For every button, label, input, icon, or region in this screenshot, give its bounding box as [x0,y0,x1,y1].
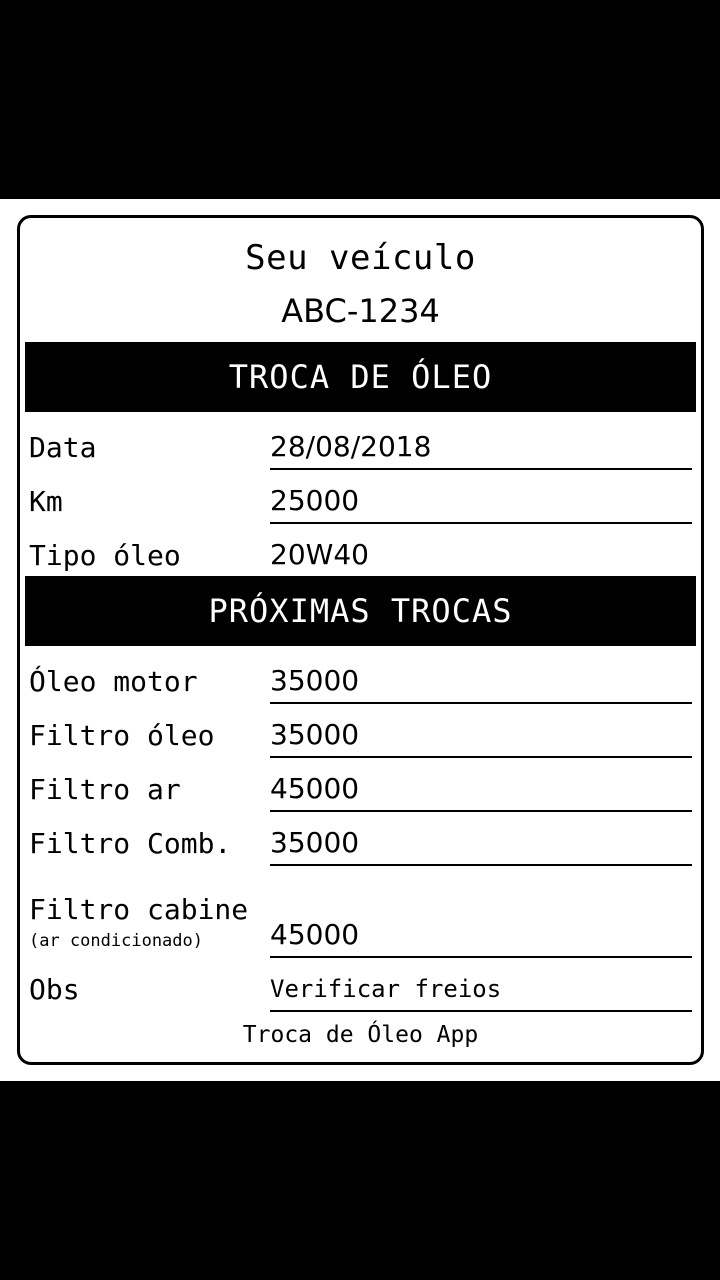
field-row-air-filter [20,762,701,812]
field-sublabel-cabin-filter: (ar condicionado) [29,931,203,951]
field-label-date: Data [29,431,97,464]
field-label-air-filter: Filtro ar [29,773,181,806]
field-value-km: 25000 [270,482,692,524]
field-label-cabin-filter: Filtro cabine [29,893,249,926]
field-label-oil-filter: Filtro óleo [29,719,215,752]
field-label-notes: Obs [29,973,80,1006]
field-row-cabin-filter [20,858,701,958]
field-row-oil-filter [20,708,701,758]
report-sheet [0,199,720,1081]
field-value-date: 28/08/2018 [270,428,692,470]
field-value-engine-oil: 35000 [270,662,692,704]
vehicle-heading: Seu veículo [245,238,476,278]
field-value-oil-type: 20W40 [270,536,692,578]
field-value-notes: Verificar freios [270,970,692,1012]
field-row-notes [20,962,701,1012]
license-plate: ABC-1234 [281,292,440,330]
app-footer: Troca de Óleo App [242,1022,479,1048]
field-row-km [20,474,701,524]
field-row-oil-type [20,528,701,578]
oil-change-section-header: TROCA DE ÓLEO [25,342,696,412]
field-label-engine-oil: Óleo motor [29,665,198,698]
oil-change-card [17,215,704,1065]
field-label-km: Km [29,485,63,518]
field-label-oil-type: Tipo óleo [29,539,181,572]
field-value-air-filter: 45000 [270,770,692,812]
field-label-fuel-filter: Filtro Comb. [29,827,232,860]
field-label-cabin-filter-group [29,892,248,954]
field-value-cabin-filter: 45000 [270,916,692,958]
field-value-oil-filter: 35000 [270,716,692,758]
field-value-fuel-filter: 35000 [270,824,692,866]
field-row-date [20,420,701,470]
field-row-engine-oil [20,654,701,704]
next-changes-section-header: PRÓXIMAS TROCAS [25,576,696,646]
